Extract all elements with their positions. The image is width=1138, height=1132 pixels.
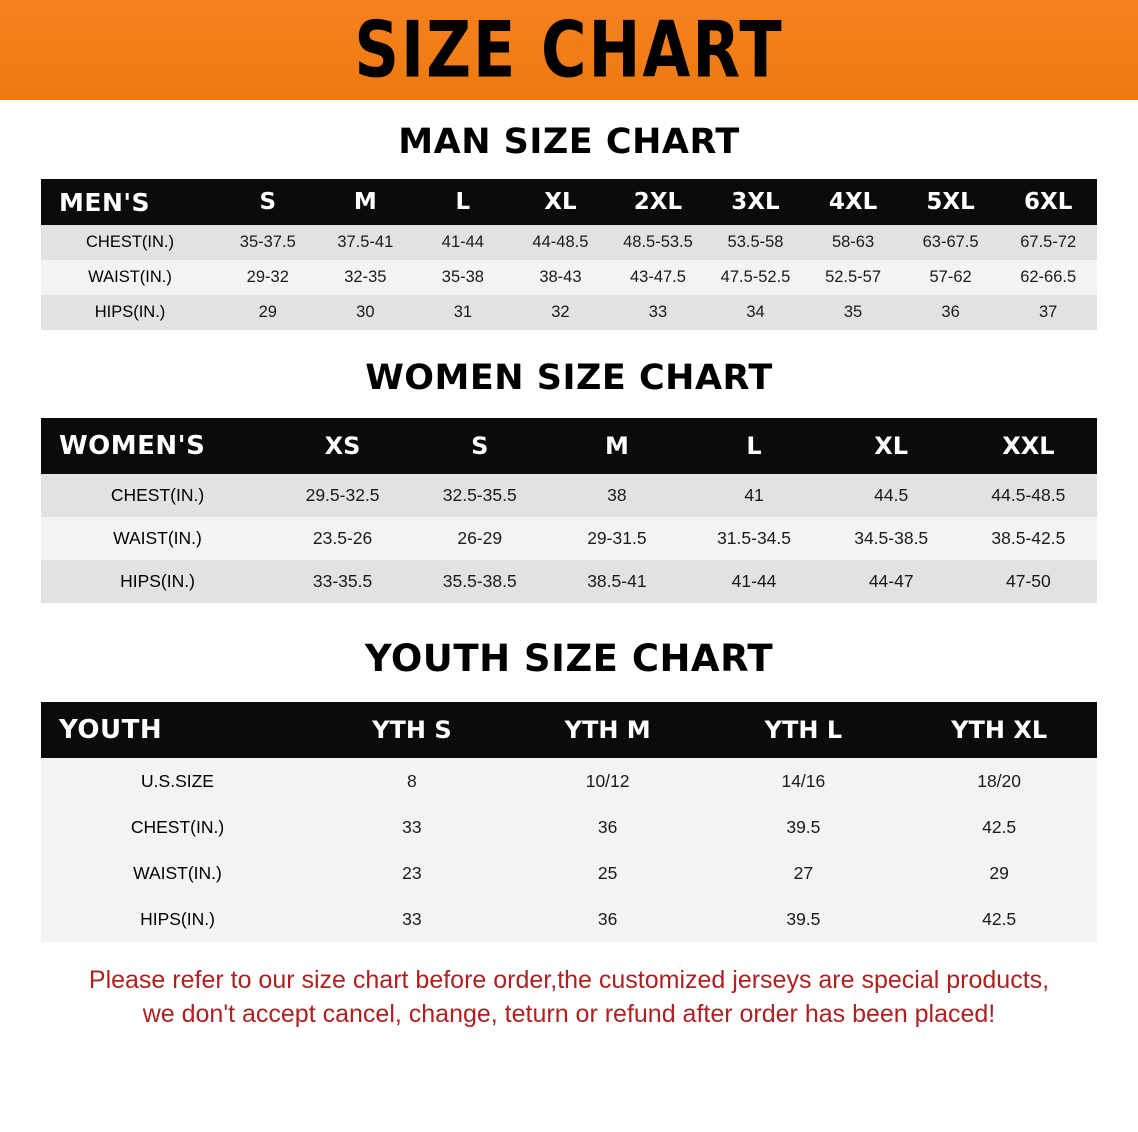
table-cell: 35 xyxy=(843,303,863,321)
column-header: YTH S xyxy=(372,716,452,744)
table-cell: 41-44 xyxy=(731,571,777,591)
table-cell: 44-48.5 xyxy=(532,233,589,251)
table-cell: 30 xyxy=(356,303,375,321)
man-size-table xyxy=(41,179,1097,330)
column-header: 3XL xyxy=(731,189,780,215)
table-cell: 53.5-58 xyxy=(727,233,784,251)
table-cell: 39.5 xyxy=(786,816,821,837)
table-cell: 35.5-38.5 xyxy=(442,571,517,591)
table-cell: 42.5 xyxy=(982,816,1017,837)
women-size-table xyxy=(41,418,1097,603)
column-header: YTH M xyxy=(564,716,651,744)
column-header: YTH L xyxy=(764,716,843,744)
women-section-heading: WOMEN SIZE CHART xyxy=(365,358,773,398)
table-cell: 31.5-34.5 xyxy=(717,528,792,548)
column-header: YOUTH xyxy=(59,715,163,745)
table-row xyxy=(41,850,1097,896)
table-cell: 36 xyxy=(597,816,618,837)
footnote-line-2: we don't accept cancel, change, teturn or refund after order has been placed! xyxy=(142,999,996,1028)
table-cell: 8 xyxy=(407,770,417,791)
table-cell: 33 xyxy=(648,303,668,321)
youth-section-heading: YOUTH SIZE CHART xyxy=(364,637,774,680)
column-header: M xyxy=(604,432,629,460)
row-label: WAIST(IN.) xyxy=(113,528,202,548)
table-cell: 58-63 xyxy=(831,233,875,251)
column-header: YTH XL xyxy=(951,716,1048,744)
table-row xyxy=(41,560,1097,603)
table-cell: 36 xyxy=(941,303,960,321)
table-row xyxy=(41,474,1097,517)
column-header: MEN'S xyxy=(59,187,151,217)
table-cell: 38 xyxy=(607,485,627,505)
column-header: XL xyxy=(544,189,577,215)
column-header: 5XL xyxy=(926,189,975,215)
table-row xyxy=(41,758,1097,804)
column-header: S xyxy=(471,432,489,460)
man-section-heading: MAN SIZE CHART xyxy=(398,122,740,162)
table-cell: 29-32 xyxy=(246,268,289,286)
table-row xyxy=(41,260,1097,295)
table-cell: 27 xyxy=(793,862,814,883)
table-cell: 29 xyxy=(989,862,1009,883)
table-cell: 37.5-41 xyxy=(337,233,394,251)
table-header-row xyxy=(41,418,1097,474)
table-cell: 32 xyxy=(551,303,570,321)
row-label: CHEST(IN.) xyxy=(86,233,174,251)
row-label: WAIST(IN.) xyxy=(88,268,172,286)
table-cell: 33-35.5 xyxy=(312,571,373,591)
table-cell: 47-50 xyxy=(1006,571,1051,591)
table-cell: 41 xyxy=(744,485,764,505)
column-header: XL xyxy=(874,432,909,460)
table-cell: 38-43 xyxy=(539,268,582,286)
table-row xyxy=(41,295,1097,330)
table-cell: 41-44 xyxy=(441,233,484,251)
table-cell: 29-31.5 xyxy=(587,528,647,548)
table-cell: 44-47 xyxy=(868,571,914,591)
row-label: U.S.SIZE xyxy=(141,770,214,791)
table-row xyxy=(41,896,1097,942)
column-header: 4XL xyxy=(828,189,878,215)
row-label: HIPS(IN.) xyxy=(120,571,195,591)
table-cell: 39.5 xyxy=(786,908,821,929)
table-cell: 36 xyxy=(597,908,618,929)
table-cell: 37 xyxy=(1039,303,1058,321)
page-banner xyxy=(0,0,1138,100)
table-cell: 43-47.5 xyxy=(629,268,686,286)
table-cell: 52.5-57 xyxy=(825,268,882,286)
table-cell: 57-62 xyxy=(929,268,972,286)
table-cell: 38.5-42.5 xyxy=(991,528,1066,548)
table-row xyxy=(41,517,1097,560)
table-row xyxy=(41,804,1097,850)
row-label: WAIST(IN.) xyxy=(133,862,222,883)
column-header: L xyxy=(746,432,762,460)
footnote-line-1: Please refer to our size chart before order,the customized jerseys are special products, xyxy=(88,966,1050,994)
table-cell: 42.5 xyxy=(982,908,1017,929)
table-cell: 47.5-52.5 xyxy=(720,268,791,286)
column-header: S xyxy=(259,189,277,215)
table-header-row xyxy=(41,179,1097,225)
table-cell: 33 xyxy=(402,816,422,837)
column-header: L xyxy=(455,189,471,215)
man-size-table-wrapper xyxy=(41,179,1097,330)
table-cell: 32.5-35.5 xyxy=(442,485,517,505)
table-cell: 23 xyxy=(402,862,422,883)
table-cell: 26-29 xyxy=(457,528,503,548)
footnote xyxy=(64,964,1074,1032)
table-cell: 18/20 xyxy=(977,770,1022,791)
table-cell: 31 xyxy=(453,303,473,321)
table-cell: 34 xyxy=(746,303,765,321)
row-label: CHEST(IN.) xyxy=(110,485,205,505)
table-cell: 29.5-32.5 xyxy=(305,485,380,505)
column-header: XS xyxy=(324,432,361,460)
table-cell: 44.5-48.5 xyxy=(991,485,1066,505)
women-size-table-wrapper xyxy=(41,418,1097,603)
table-cell: 29 xyxy=(258,303,277,321)
column-header: 2XL xyxy=(633,189,683,215)
column-header: M xyxy=(353,189,377,215)
row-label: HIPS(IN.) xyxy=(140,908,215,929)
table-cell: 62-66.5 xyxy=(1020,268,1077,286)
column-header: 6XL xyxy=(1023,189,1073,215)
table-cell: 35-37.5 xyxy=(239,233,296,251)
table-cell: 33 xyxy=(402,908,422,929)
table-cell: 38.5-41 xyxy=(587,571,647,591)
table-cell: 10/12 xyxy=(585,770,630,791)
row-label: CHEST(IN.) xyxy=(130,816,225,837)
table-cell: 44.5 xyxy=(874,485,909,505)
youth-size-table-wrapper xyxy=(41,702,1097,942)
table-cell: 35-38 xyxy=(441,268,484,286)
page-title: SIZE CHART xyxy=(354,3,784,95)
column-header: XXL xyxy=(1002,432,1055,460)
table-row xyxy=(41,225,1097,260)
row-label: HIPS(IN.) xyxy=(94,303,166,321)
table-cell: 32-35 xyxy=(344,268,387,286)
table-cell: 48.5-53.5 xyxy=(623,233,693,251)
table-header-row xyxy=(41,702,1097,758)
table-cell: 67.5-72 xyxy=(1020,233,1077,251)
table-cell: 23.5-26 xyxy=(312,528,373,548)
column-header: WOMEN'S xyxy=(59,431,206,461)
table-cell: 34.5-38.5 xyxy=(854,528,929,548)
table-cell: 14/16 xyxy=(781,770,826,791)
youth-size-table xyxy=(41,702,1097,942)
table-cell: 25 xyxy=(597,862,618,883)
table-cell: 63-67.5 xyxy=(922,233,979,251)
